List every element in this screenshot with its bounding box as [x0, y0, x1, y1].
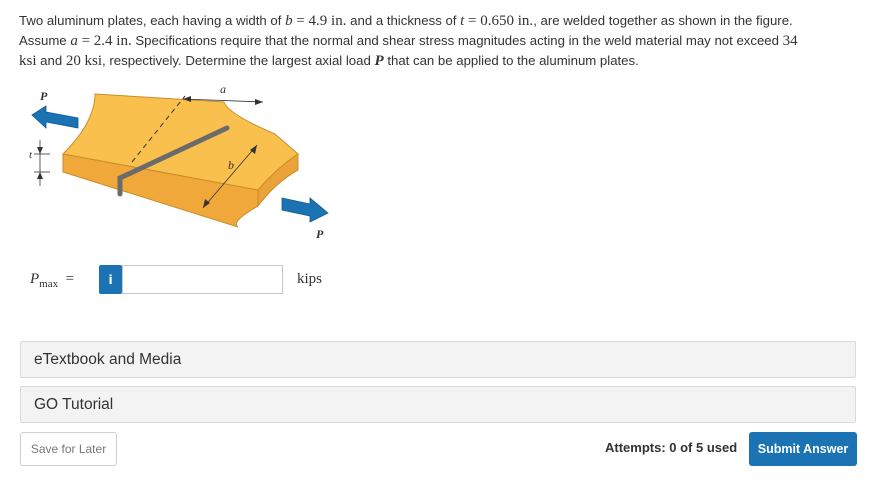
load-label-left: P — [40, 89, 48, 103]
load-arrow-left — [32, 106, 78, 128]
go-tutorial-label: GO Tutorial — [34, 395, 114, 413]
go-tutorial-panel[interactable] — [20, 386, 856, 423]
arrowhead — [37, 147, 43, 154]
thickness-label: t — [29, 149, 33, 161]
dimension-b-label: b — [228, 158, 234, 172]
ksi-unit: ksi — [84, 53, 103, 69]
submit-answer-button[interactable]: Submit Answer — [749, 432, 857, 466]
answer-label — [30, 271, 74, 290]
ksi-unit: ksi — [19, 53, 37, 69]
problem-text: Two aluminum plates, each having a width of — [19, 13, 286, 28]
load-label-right: P — [316, 227, 324, 241]
t-value: = 0.650 in. — [464, 13, 534, 29]
t-symbol: t — [460, 13, 465, 29]
answer-symbol: P — [30, 271, 40, 287]
answer-unit: kips — [297, 271, 323, 287]
problem-text: that can be applied to the aluminum plates. — [383, 53, 639, 68]
problem-text: , respectively. Determine the largest axial load — [102, 53, 375, 68]
b-symbol: b — [285, 13, 293, 29]
problem-statement — [19, 11, 869, 71]
problem-text: and a thickness of — [346, 13, 461, 28]
etextbook-media-label: eTextbook and Media — [34, 350, 182, 368]
normal-stress-value: 34 — [782, 33, 798, 49]
dimension-a-label: a — [220, 82, 226, 96]
attempts-counter: Attempts: 0 of 5 used — [605, 440, 738, 455]
problem-text: , are welded together as shown in the figure. — [533, 13, 793, 28]
load-arrow-right — [282, 198, 328, 222]
answer-subscript: max — [39, 278, 59, 290]
a-symbol: a — [70, 33, 78, 49]
problem-text: and — [36, 53, 66, 68]
p-symbol: P — [374, 53, 384, 69]
problem-text: Specifications require that the normal and shear stress magnitudes acting in the weld material may not exceed — [131, 33, 783, 48]
b-value: = 4.9 in. — [292, 13, 347, 29]
answer-equals: = — [65, 271, 75, 287]
a-value: = 2.4 in. — [77, 33, 132, 49]
info-icon[interactable]: i — [99, 265, 122, 294]
welded-plates-figure — [20, 82, 340, 247]
answer-input[interactable] — [122, 265, 283, 294]
arrowhead — [255, 99, 263, 105]
etextbook-media-panel[interactable] — [20, 341, 856, 378]
shear-stress-value: 20 — [65, 53, 81, 69]
save-for-later-button[interactable]: Save for Later — [20, 432, 117, 466]
arrowhead — [37, 172, 43, 179]
problem-text: Assume — [19, 33, 71, 48]
